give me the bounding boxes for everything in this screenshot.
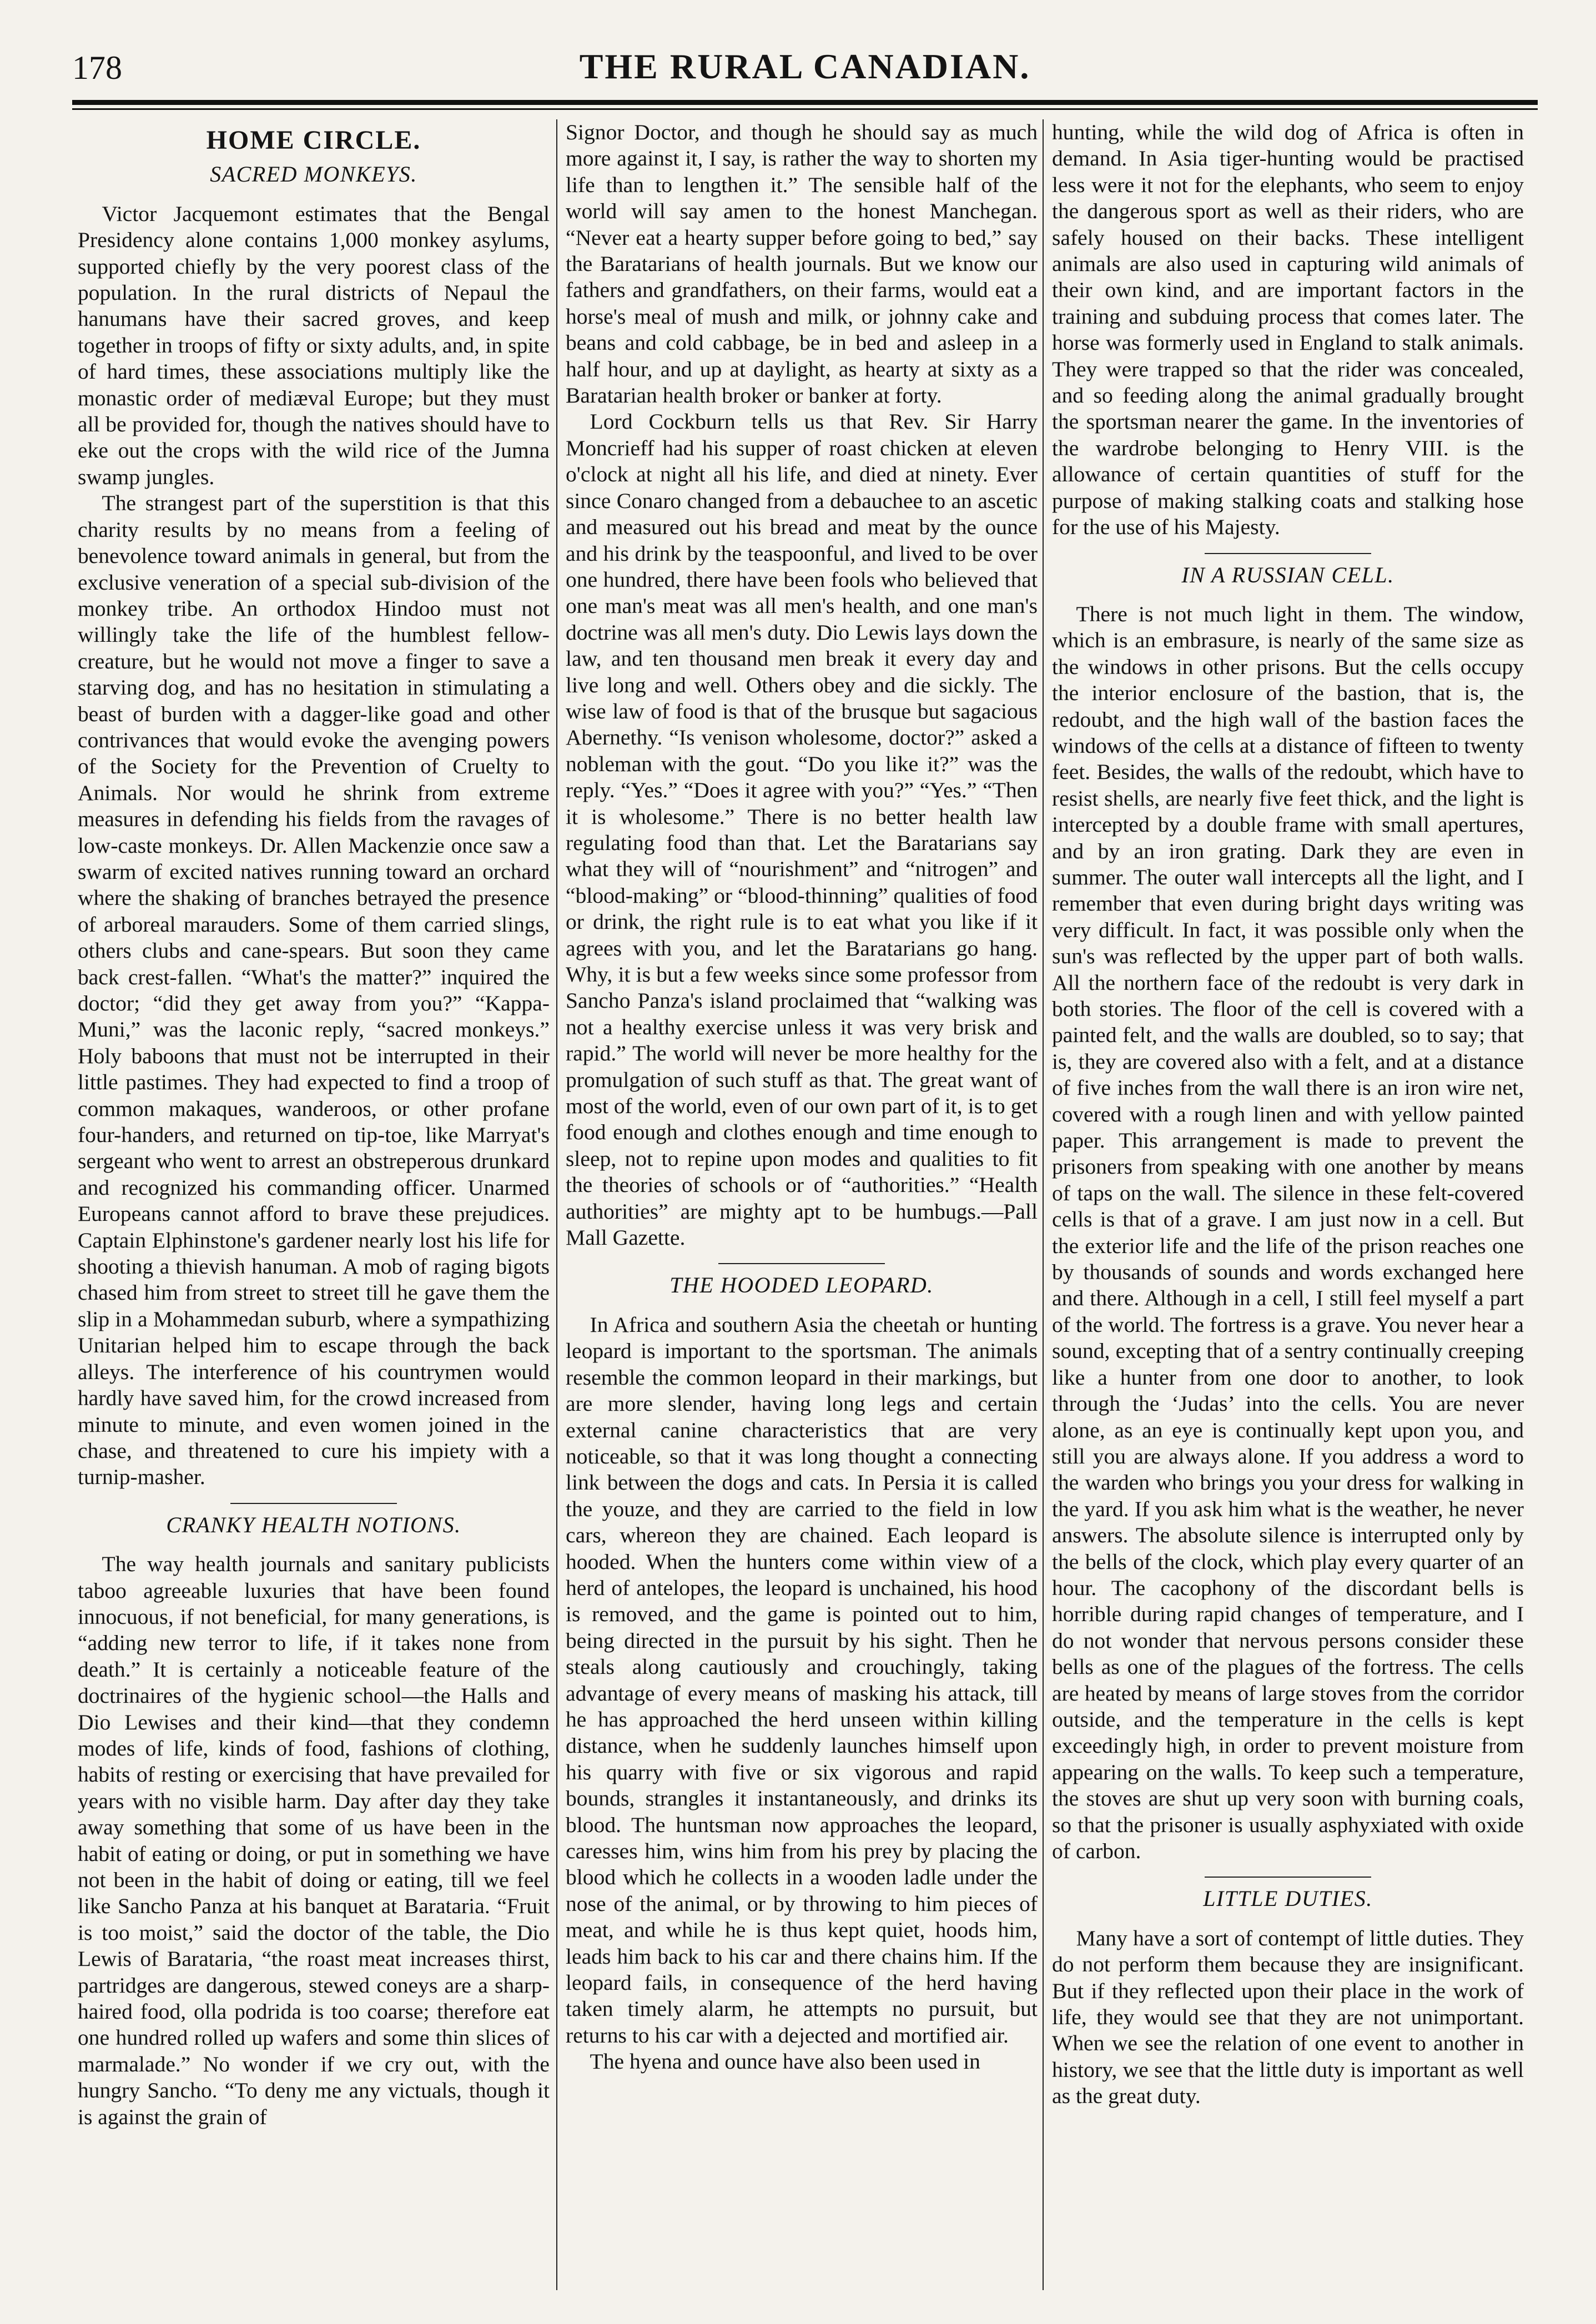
column-divider (556, 119, 557, 2290)
section-rule (230, 1503, 397, 1504)
section-rule (1205, 553, 1371, 554)
article-paragraph: hunting, while the wild dog of Africa is often in demand. In Asia tiger-hunting would be practised less were it not for the elephants, who seem to enjoy the dangerous sport as well as their riders, who are safely housed on their backs. These intelligent animals are also used in capturing wild animals of their own kind, and are important factors in the training and subduing process that comes later. The horse was formerly used in England to stalk animals. They were trapped so that the rider was concealed, and so feeding along the animal gradually brought the sportsman nearer the game. In the inventories of the wardrobe belonging to Henry VIII. is the allowance of certain quantities of stuff for the purpose of making stalking coats and stalking hose for the use of his Majesty. (1052, 120, 1524, 540)
column-1 (78, 119, 550, 2290)
article-title: THE HOODED LEOPARD. (669, 1272, 934, 1298)
department-heading: HOME CIRCLE. (206, 125, 421, 155)
masthead-title: THE RURAL CANADIAN. (579, 47, 1031, 86)
article-paragraph: The way health journals and sanitary publicists taboo agreeable luxuries that have been found innocuous, if not beneficial, for many generations, is “adding new terror to life, if it takes none from death.” It is certainly a noticeable feature of the doctrinaires of the hygienic school—the Halls and Dio Lewises and their kind—that they condemn modes of life, kinds of food, fashions of clothing, habits of resting or exercising that have prevailed for years with no visible harm. Day after day they take away something that some of us have been in the habit of eating or doing, or put in something we have not been in the habit of doing or eating, till we feel like Sancho Panza at his banquet at Barataria. “Fruit is too moist,” said the doctor of the table, the Dio Lewis of Barataria, “the roast meat increases thirst, partridges are dangerous, stewed coneys are a sharp-haired food, olla podrida is too coarse; therefore eat one hundred rolled up wafers and some thin slices of marmalade.” No wonder if we cry out, with the hungry Sancho. “To deny me any victuals, though it is against the grain of (78, 1552, 550, 2129)
article-paragraph: Victor Jacquemont estimates that the Bengal Presidency alone contains 1,000 monkey asylums, supported chiefly by the very poorest class of the population. In the rural districts of Nepaul the hanumans have their sacred groves, and keep together in troops of fifty or sixty adults, and, in spite of hard times, these associations multiply like the monastic order of mediæval Europe; but they must all be provided for, though the natives should have to eke out the crops with the wild rice of the Jumna swamp jungles. (78, 201, 550, 489)
section-rule (1205, 1877, 1371, 1878)
article-paragraph: Signor Doctor, and though he should say as much more against it, I say, is rather the way to shorten my life than to lengthen it.” The sensible half of the world will say amen to the honest Manchegan. “Never eat a hearty supper before going to bed,” say the Baratarians of health journals. But we know our fathers and grandfathers, on their farms, would eat a horse's meal of mush and milk, or johnny cake and beans and cold cabbage, be in bed and asleep in a half hour, and up at daylight, as hearty at sixty as a Baratarian health broker or banker at forty. (566, 120, 1038, 408)
article-paragraph: The strangest part of the superstition is that this charity results by no means from a feeling of benevolence toward animals in general, but from the exclusive veneration of a special sub-division of the monkey tribe. An orthodox Hindoo must not willingly take the life of the humblest fellow-creature, but he would not move a finger to save a starving dog, and has no hesitation in stimulating a beast of burden with a dagger-like goad and other contrivances that would evoke the avenging powers of the Society for the Prevention of Cruelty to Animals. Nor would he shrink from extreme measures in defending his fields from the ravages of low-caste monkeys. Dr. Allen Mackenzie once saw a swarm of excited natives running toward an orchard where the shaking of branches betrayed the presence of arboreal marauders. Some of them carried slings, others clubs and cane-spears. But soon they came back crest-fallen. “What's the matter?” inquired the doctor; “did they get away from you?” “Kappa-Muni,” was the laconic reply, “sacred monkeys.” Holy baboons that must not be interrupted in their little pastimes. They had expected to find a troop of common makaques, wanderoos, or other profane four-handers, and returned on tip-toe, like Marryat's sergeant who went to arrest an obstreperous drunkard and recognized his commanding officer. Unarmed Europeans cannot afford to brave these prejudices. Captain Elphinstone's gardener nearly lost his life for shooting a thievish hanuman. A mob of raging bigots chased him from street to street till he gave them the slip in a Mohammedan suburb, where a sympathizing Unitarian helped him to escape through the back alleys. The interference of his countrymen would hardly have saved him, for the crowd increased from minute to minute, and even women joined in the chase, and threatened to cure his impiety with a turnip-masher. (78, 491, 550, 1490)
article-paragraph: Many have a sort of contempt of little duties. They do not perform them because they are insignificant. But if they reflected upon their place in the work of life, they would see that they are not unimportant. When we see the relation of one event to another in history, we see that the little duty is important as well as the great duty. (1052, 1925, 1524, 2109)
header-rule-thick (72, 100, 1538, 105)
column-3 (1052, 119, 1524, 2290)
article-title: SACRED MONKEYS. (210, 162, 417, 187)
article-paragraph: Lord Cockburn tells us that Rev. Sir Harry Moncrieff had his supper of roast chicken at eleven o'clock at night all his life, and died at ninety. Ever since Conaro changed from a debauchee to an ascetic and measured out his bread and meat by the ounce and his drink by the teaspoonful, and lived to be over one hundred, there have been fools who believed that one man's meat was all men's health, and one man's doctrine was all men's duty. Dio Lewis lays down the law, and ten thousand men break it every day and live long and well. Others obey and die sickly. The wise law of food is that of the brusque but sagacious Abernethy. “Is venison wholesome, doctor?” asked a nobleman with the gout. “Do you like it?” was the reply. “Yes.” “Does it agree with you?” “Yes.” “Then it is wholesome.” There is no better health law regulating food than that. Let the Baratarians say what they will of “nourishment” and “nitrogen” and “blood-making” or “blood-thinning” qualities of food or drink, the right rule is to eat what you like if it agrees with you, and let the Baratarians go hang. Why, it is but a few weeks since some professor from Sancho Panza's island proclaimed that “walking was not a healthy exercise unless it was very brisk and rapid.” The world will never be more healthy for the promulgation of such stuff as that. The great want of most of the world, even of our own part of it, is to get food enough and clothes enough and time enough to sleep, not to repine upon modes and qualities to fit the theories of schools or of “authorities.” “Health authorities” are mighty apt to be humbugs.—Pall Mall Gazette. (566, 409, 1038, 1250)
header-rule-thin (72, 108, 1538, 110)
article-paragraph: There is not much light in them. The window, which is an embrasure, is nearly of the same size as the windows in other prisons. But the cells occupy the interior enclosure of the bastion, that is, the redoubt, and the high wall of the bastion faces the windows of the cells at a distance of fifteen to twenty feet. Besides, the walls of the redoubt, which have to resist shells, are nearly five feet thick, and the light is intercepted by a double frame with small apertures, and by an iron grating. Dark they are even in summer. The outer wall intercepts all the light, and I remember that even during bright days writing was very difficult. In fact, it was possible only when the sun's was reflected by the upper part of both walls. All the northern face of the redoubt is very dark in both stories. The floor of the cell is covered with a painted felt, and the walls are doubled, so to say; that is, they are covered also with a felt, and at a distance of five inches from the wall there is an iron wire net, covered with a rough linen and with yellow painted paper. This arrangement is made to prevent the prisoners from speaking with one another by means of taps on the wall. The silence in these felt-covered cells is that of a grave. I am just now in a cell. But the exterior life and the life of the prison reaches one by thousands of sounds and words exchanged here and there. Although in a cell, I still feel myself a part of the world. The fortress is a grave. You never hear a sound, excepting that of a sentry continually creeping like a hunter from one door to another, to look through the ‘Judas’ into the cells. You are never alone, as an eye is continually kept upon you, and still you are always alone. If you address a word to the warden who brings you your dress for walking in the yard. If you ask him what is the weather, he never answers. The absolute silence is interrupted only by the bells of the clock, which play every quarter of an hour. The cacophony of the discordant bells is horrible during rapid changes of temperature, and I do not wonder that nervous persons consider these bells as one of the plagues of the fortress. The cells are heated by means of large stoves from the corridor outside, and the temperature in the cells is kept exceedingly high, in order to prevent moisture from appearing on the walls. To keep such a temperature, the stoves are shut up very soon with burning coals, so that the prisoner is usually asphyxiated with oxide of carbon. (1052, 601, 1524, 1863)
article-title: LITTLE DUTIES. (1203, 1886, 1373, 1911)
article-title: CRANKY HEALTH NOTIONS. (166, 1512, 461, 1537)
article-title: IN A RUSSIAN CELL. (1181, 562, 1394, 587)
article-paragraph: The hyena and ounce have also been used in (590, 2049, 980, 2074)
article-paragraph: In Africa and southern Asia the cheetah or hunting leopard is important to the sportsman. The animals resemble the common leopard in their markings, but are more slender, having long legs and certain external canine characteristics that are very noticeable, so that it was long thought a connecting link between the dogs and cats. In Persia it is called the youze, and they are carried to the field in low cars, whereon they are chained. Each leopard is hooded. When the hunters come within view of a herd of antelopes, the leopard is unchained, his hood is removed, and the game is pointed out to him, being directed in the pursuit by his sight. Then he steals along cautiously and crouchingly, taking advantage of every means of masking his attack, till he has approached the herd unseen within killing distance, when he suddenly launches himself upon his quarry with five or six vigorous and rapid bounds, strangles it instantaneously, and drinks its blood. The huntsman now approaches the leopard, caresses him, wins him from his prey by placing the blood which he collects in a wooden ladle under the nose of the animal, or by throwing to him pieces of meat, and while he is thus kept quiet, hoods him, leads him back to his car and there chains him. If the leopard fails, in consequence of the herd having taken timely alarm, he attempts no pursuit, but returns to his car with a dejected and mortified air. (566, 1312, 1038, 2048)
column-divider (1043, 119, 1044, 2290)
section-rule (718, 1263, 885, 1264)
page-header (72, 39, 1538, 92)
page-number: 178 (72, 49, 122, 86)
column-2 (566, 119, 1038, 2290)
